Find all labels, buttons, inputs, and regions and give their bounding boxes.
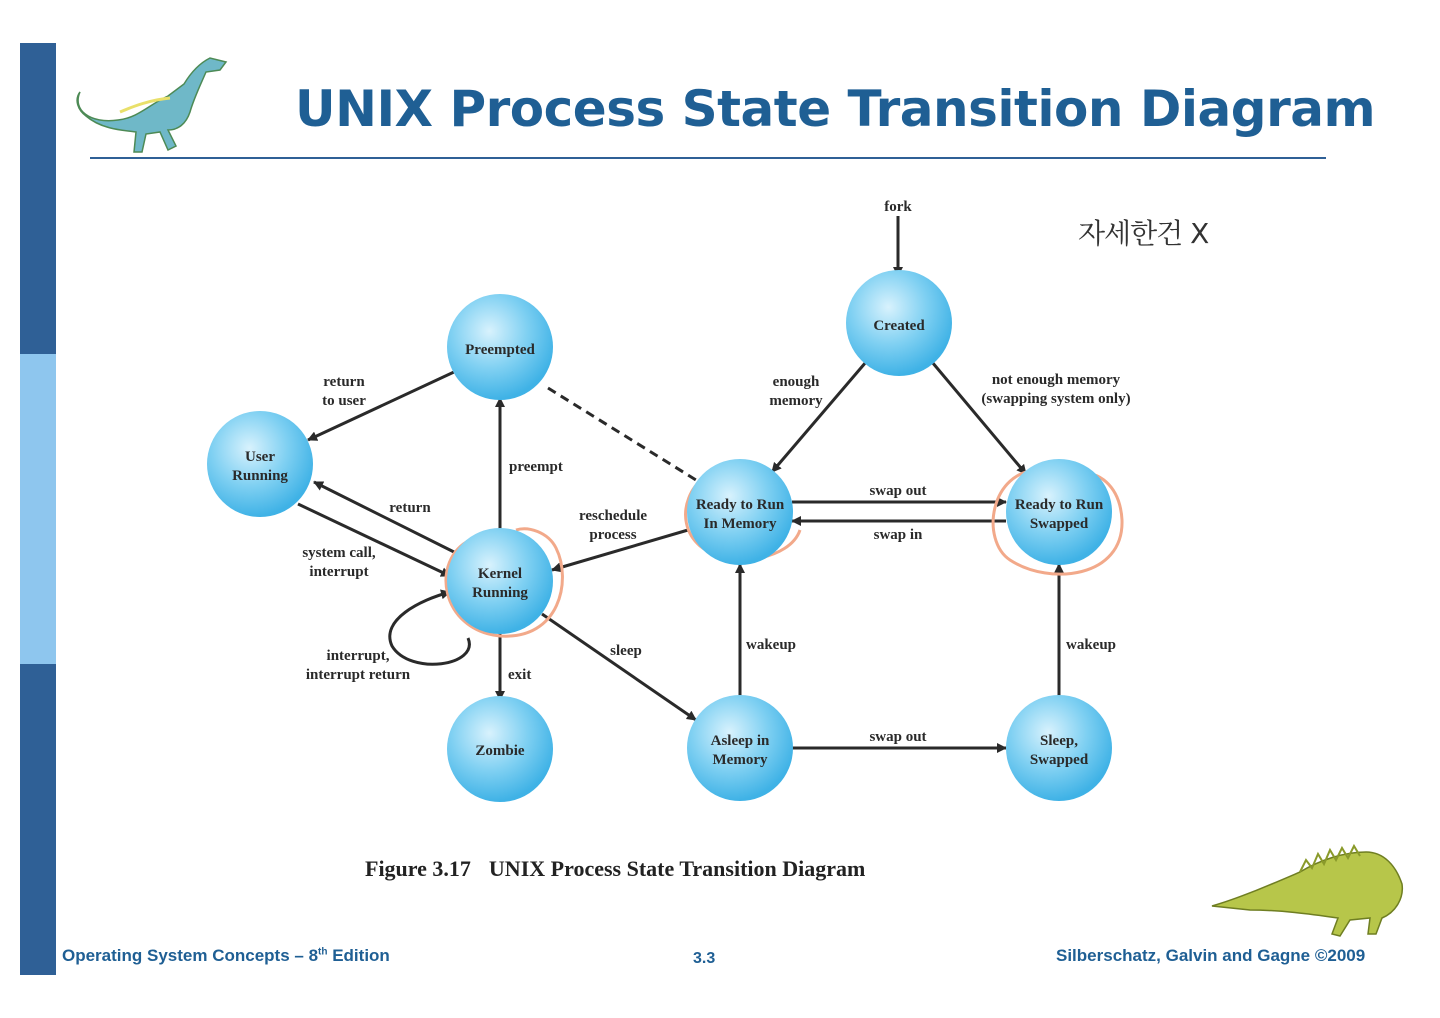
label-sleep-line-1: sleep <box>610 643 642 659</box>
label-swap-out-bottom-line-1: swap out <box>869 729 927 745</box>
node-sleep-swapped-line-2: Swapped <box>1029 752 1089 768</box>
label-exit-line-1: exit <box>508 667 532 683</box>
label-interrupt-return-line-1: interrupt, <box>326 648 390 664</box>
svg-text:Created <box>873 318 925 334</box>
label-wakeup-left <box>746 637 796 653</box>
label-fork <box>884 199 912 215</box>
label-system-call-line-1: system call, <box>302 545 376 561</box>
label-return-to-user <box>322 374 366 409</box>
node-ready-swapped <box>1006 459 1112 565</box>
node-ready-memory-line-2: In Memory <box>703 516 777 532</box>
label-sleep <box>610 643 642 659</box>
node-created <box>846 270 952 376</box>
edge-sleep <box>542 614 696 720</box>
node-user-running <box>207 411 313 517</box>
label-return-to-user-line-2: to user <box>322 393 366 409</box>
node-preempted-line-1: Preempted <box>465 342 535 358</box>
footer-page-number: 3.3 <box>693 950 716 967</box>
node-zombie <box>447 696 553 802</box>
label-swap-in <box>874 527 923 543</box>
page-title: UNIX Process State Transition Diagram <box>295 80 1376 138</box>
node-kernel-running-line-2: Running <box>472 585 528 601</box>
figure-caption-text: UNIX Process State Transition Diagram <box>488 856 866 881</box>
node-user-running-line-2: Running <box>232 468 288 484</box>
label-wakeup-left-line-1: wakeup <box>746 637 797 653</box>
node-created-line-1: Created <box>873 318 925 334</box>
node-preempted <box>447 294 553 400</box>
label-return-line-1: return <box>389 500 431 516</box>
node-zombie-line-1: Zombie <box>475 743 525 759</box>
node-asleep-memory-line-1: Asleep in <box>710 733 770 749</box>
label-return <box>389 500 431 516</box>
label-preempt <box>509 459 563 475</box>
edge-return <box>314 482 454 552</box>
label-swap-out-bottom <box>869 729 926 745</box>
handwritten-note: 자세한건 X <box>1078 217 1209 250</box>
footer-book-title-suffix: Edition <box>327 946 390 965</box>
svg-text:Preempted <box>465 342 535 358</box>
label-not-enough-memory <box>981 372 1130 407</box>
label-reschedule-line-1: reschedule <box>578 508 648 524</box>
label-swap-out-top-line-1: swap out <box>869 483 927 499</box>
title-divider <box>90 157 1326 159</box>
label-not-enough-memory-line-1: not enough memory <box>991 372 1121 388</box>
footer-book-title-sup: th <box>318 946 328 958</box>
label-fork-line-1: fork <box>884 199 912 215</box>
label-enough-memory-line-1: enough <box>772 374 820 390</box>
node-ready-memory-line-1: Ready to Run <box>695 497 785 513</box>
node-asleep-memory <box>687 695 793 801</box>
svg-text:Zombie <box>475 743 525 759</box>
node-asleep-memory-line-2: Memory <box>712 752 768 768</box>
dinosaur-footer-icon <box>1212 846 1402 936</box>
figure-number: Figure 3.17 <box>365 856 471 881</box>
node-kernel-running-line-1: Kernel <box>477 566 523 582</box>
node-sleep-swapped-line-1: Sleep, <box>1040 733 1078 749</box>
label-return-to-user-line-1: return <box>323 374 365 390</box>
label-reschedule <box>579 508 647 543</box>
node-ready-memory <box>687 459 793 565</box>
node-user-running-line-1: User <box>245 449 275 465</box>
node-ready-swapped-line-1: Ready to Run <box>1014 497 1104 513</box>
label-interrupt-return <box>306 648 411 683</box>
diagram-nodes <box>207 270 1112 802</box>
label-reschedule-line-2: process <box>589 527 637 543</box>
footer-copyright: Silberschatz, Galvin and Gagne ©2009 <box>1056 946 1366 965</box>
label-system-call <box>302 545 376 580</box>
label-wakeup-right <box>1066 637 1116 653</box>
label-wakeup-right-line-1: wakeup <box>1066 637 1117 653</box>
figure-caption <box>365 856 865 882</box>
label-interrupt-return-line-2: interrupt return <box>305 667 411 683</box>
diagram-edges <box>298 216 1059 748</box>
label-swap-out-top <box>869 483 926 499</box>
node-ready-swapped-line-2: Swapped <box>1029 516 1089 532</box>
edge-preempted-dashed <box>548 388 696 480</box>
label-enough-memory <box>769 374 823 409</box>
node-kernel-running <box>447 528 553 634</box>
dinosaur-logo-icon <box>77 58 226 152</box>
footer-book-title <box>62 946 390 966</box>
label-enough-memory-line-2: memory <box>769 393 823 409</box>
label-preempt-line-1: preempt <box>509 459 563 475</box>
node-sleep-swapped <box>1006 695 1112 801</box>
label-exit <box>508 667 531 683</box>
label-system-call-line-2: interrupt <box>309 564 369 580</box>
footer-book-title-prefix: Operating System Concepts – 8 <box>62 946 319 965</box>
label-not-enough-memory-line-2: (swapping system only) <box>981 391 1131 407</box>
label-swap-in-line-1: swap in <box>873 527 923 543</box>
